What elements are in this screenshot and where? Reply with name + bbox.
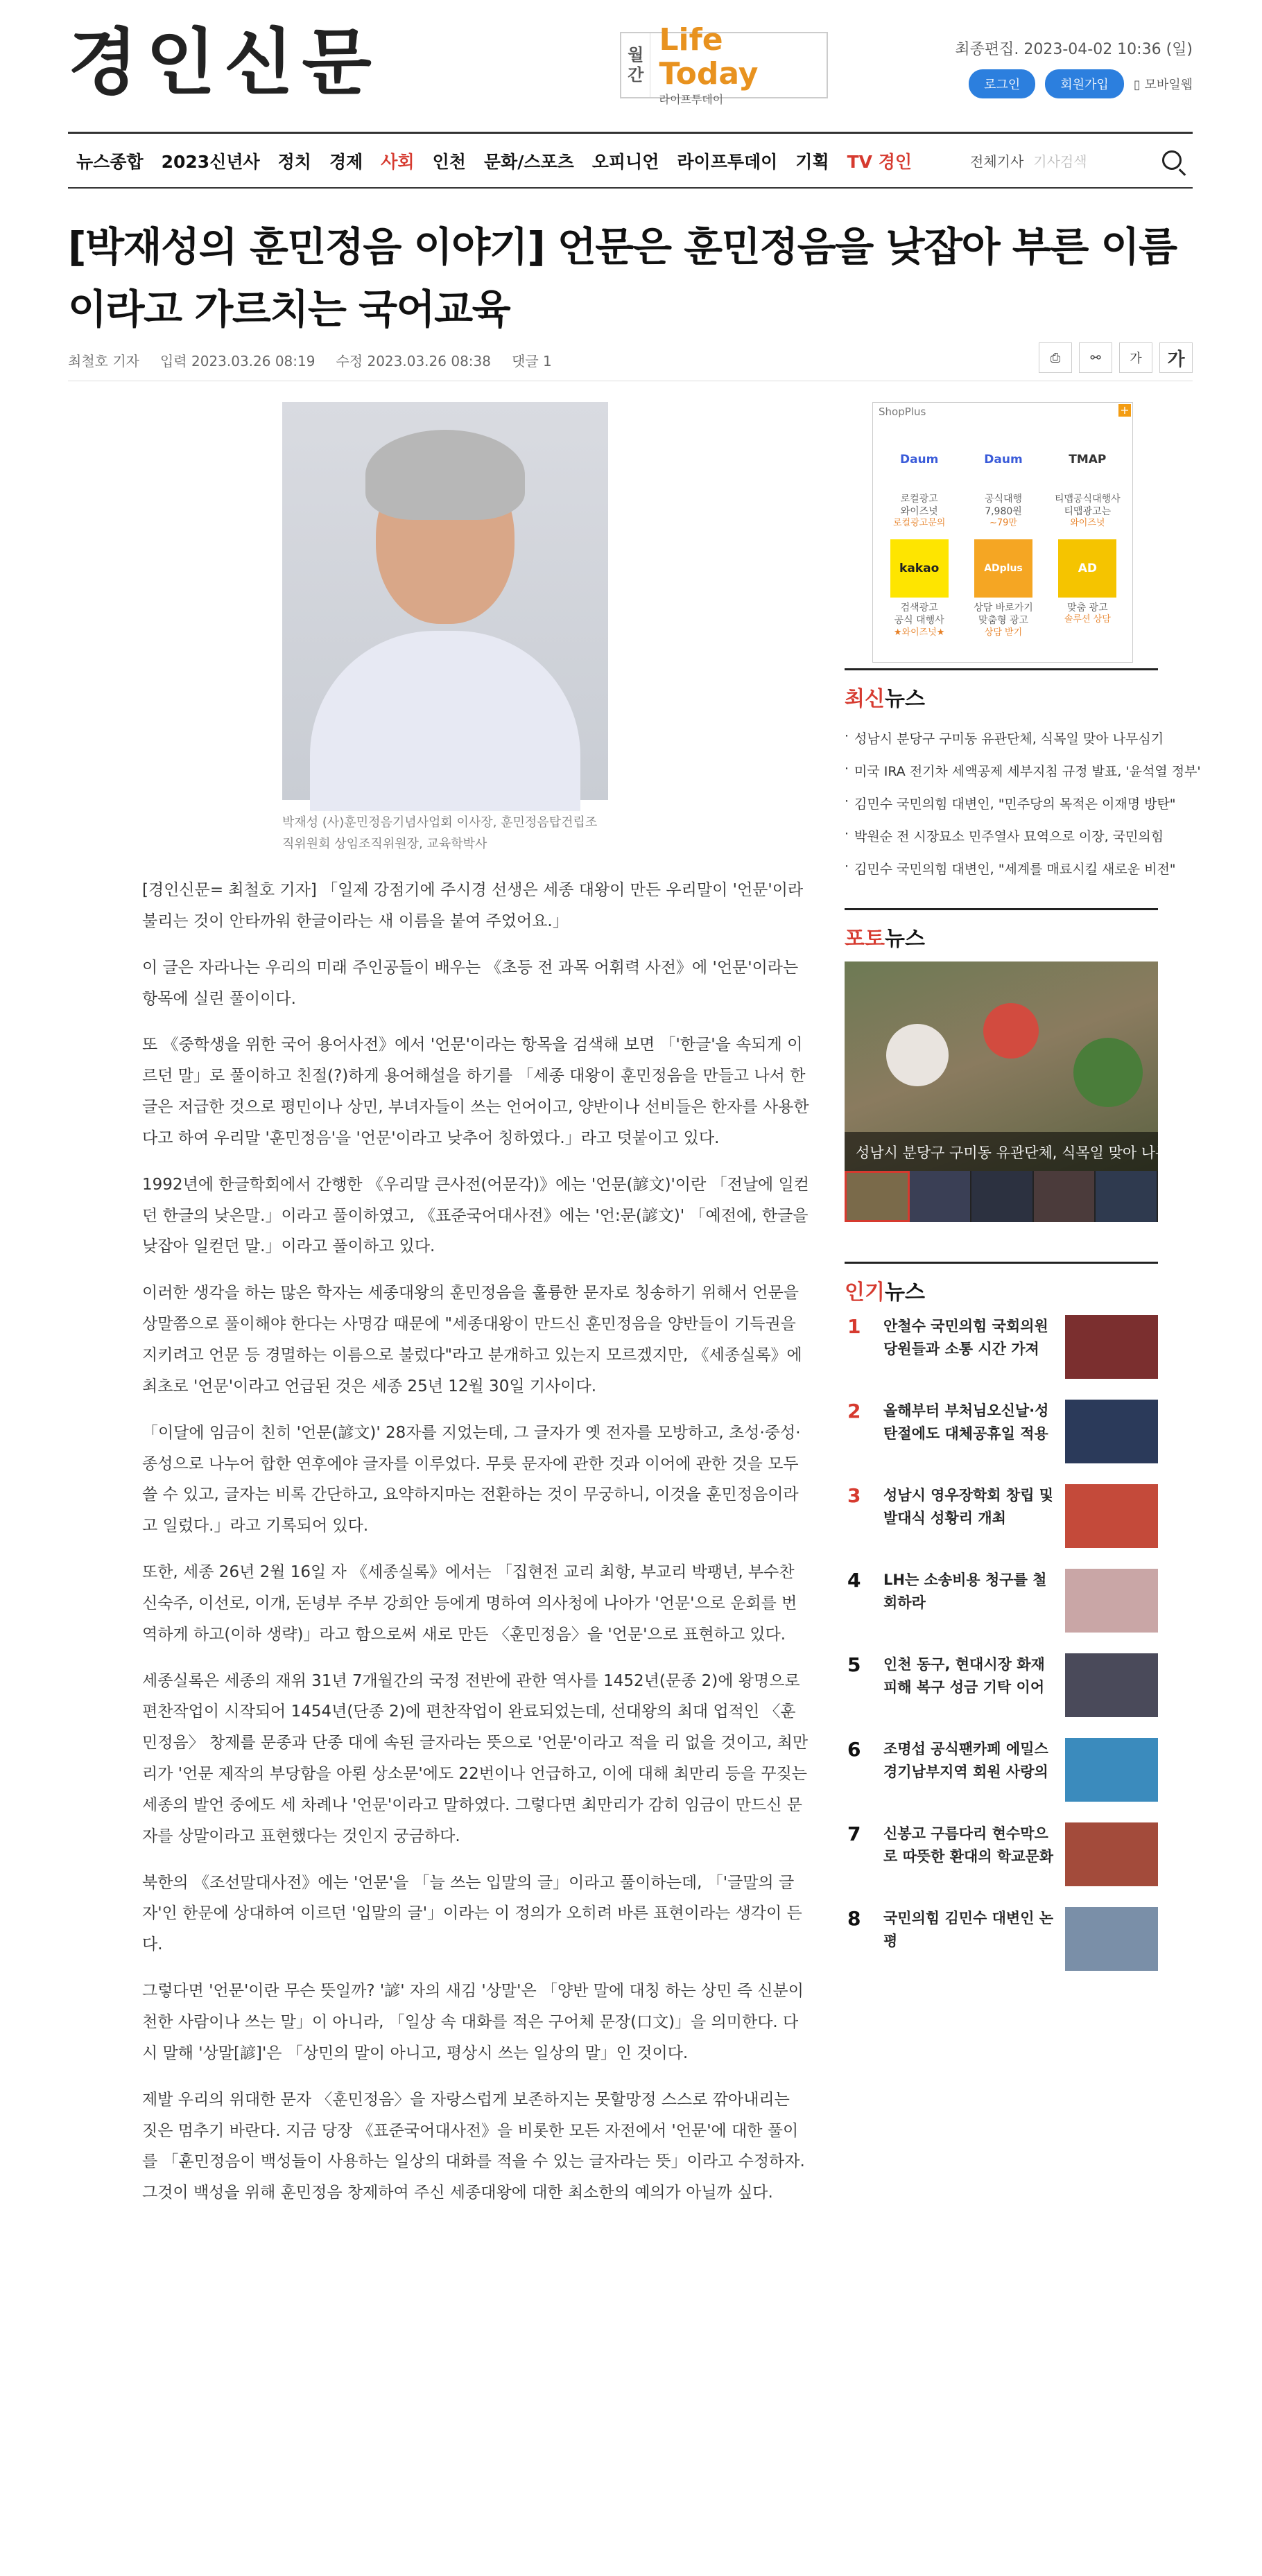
- ad-item-line1: 티맵광고는: [1064, 506, 1112, 518]
- life-today-banner[interactable]: [620, 22, 828, 106]
- photo-figure: [983, 1003, 1039, 1059]
- ad-item-label: 공식대행: [984, 494, 1023, 505]
- search-input[interactable]: 기사검색: [1033, 153, 1087, 170]
- popular-news-title-text[interactable]: 조명섭 공식팬카페 에밀스 경기남부지역 회원 사랑의: [883, 1741, 1048, 1780]
- popular-news-item[interactable]: [845, 1315, 1158, 1400]
- popular-news-title-text[interactable]: 안철수 국민의힘 국회의원 당원들과 소통 시간 가져: [883, 1318, 1048, 1357]
- search-icon[interactable]: [1162, 150, 1182, 170]
- modified-date: 수정 2023.03.26 08:38: [336, 353, 491, 369]
- article-paragraph: 제발 우리의 위대한 문자 〈훈민정음〉을 자랑스럽게 보존하지는 못할망정 스스로 깎아내리는 짓은 멈추기 바란다. 지금 당장 《표준국어대사전》을 비롯한 모든 자전에서 '언문'에 대한 풀이를 「훈민정음이 백성들이 사용하는 일상의 대화를 적을 수 있는 글자라는 뜻」이라고 수정하자. 그것이 백성을 위해 훈민정음 창제하여 주신 세종대왕에 대한 최소한의 예의가 아닐까 싶다.: [142, 2090, 805, 2202]
- rank-number: 6: [847, 1738, 861, 1761]
- print-icon[interactable]: ⎙: [1039, 342, 1072, 373]
- article-paragraph: 이 글은 자라나는 우리의 미래 주인공들이 배우는 《초등 전 과목 어휘력 사전》에 '언문'이라는 항목에 실린 풀이이다.: [142, 958, 799, 1008]
- photo-caption: 박재성 (사)훈민정음기념사업회 이사장, 훈민정음탑건립조직위원회 상임조직위원장, 교육학박사: [282, 815, 598, 851]
- latest-news-item[interactable]: · 성남시 분당구 구미동 유관단체, 식목일 맞아 나무심기: [845, 722, 1158, 754]
- adplus-logo-icon: ADplus: [974, 539, 1032, 598]
- ad-item[interactable]: [1048, 430, 1127, 530]
- title-rest: 뉴스: [884, 1280, 925, 1305]
- popular-news-title-text[interactable]: 신봉고 구름다리 현수막으로 따뜻한 환대의 학교문화: [883, 1825, 1054, 1865]
- photo-figure: [1073, 1038, 1143, 1107]
- ad-item-line1: 공식 대행사: [894, 615, 944, 627]
- ad-item-label: 로컬광고: [900, 494, 938, 505]
- banner-subtitle: 라이프투데이: [659, 92, 724, 106]
- photo-thumb[interactable]: [910, 1171, 972, 1222]
- daum-logo-icon: Daum: [984, 452, 1023, 467]
- signup-button[interactable]: 회원가입: [1045, 69, 1124, 98]
- rank-number: 4: [847, 1569, 861, 1592]
- popular-news-thumbnail[interactable]: [1065, 1484, 1158, 1548]
- link-icon[interactable]: ⚯: [1079, 342, 1112, 373]
- banner-calendar-icon: [621, 33, 650, 97]
- latest-news-item[interactable]: · 미국 IRA 전기차 세액공제 세부지침 규정 발표, '윤석열 정부': [845, 754, 1158, 787]
- popular-news-thumbnail[interactable]: [1065, 1822, 1158, 1886]
- banner-cal-bottom: 간: [628, 65, 644, 85]
- banner-title: Life Today: [659, 22, 759, 92]
- latest-news-title: [845, 670, 1158, 722]
- article-headline: [박재성의 훈민정음 이야기] 언문은 훈민정음을 낮잡아 부른 이름이라고 가르치는 국어교육: [68, 223, 1177, 333]
- article-paragraph: 또 《중학생을 위한 국어 용어사전》에서 '언문'이라는 항목을 검색해 보면 「'한글'을 속되게 이르던 말」로 풀이하고 친절(?)하게 용어해설을 하기를 「세종 대왕이 훈민정음을 만들고 나서 한글은 저급한 것으로 평민이나 상민, 부녀자들이 쓰는 언어이고, 양반이나 선비들은 한자를 사용한다고 하여 우리말 '훈민정음'을 '언문'이라고 낮추어 칭하였다.」라고 덧붙이고 있다.: [142, 1036, 809, 1147]
- nav-item-politics[interactable]: 정치: [277, 151, 311, 172]
- title-highlight: 인기: [845, 1280, 885, 1305]
- comment-count[interactable]: 댓글 1: [512, 353, 552, 369]
- daum-logo-icon: Daum: [899, 452, 939, 467]
- popular-news-thumbnail[interactable]: [1065, 1569, 1158, 1633]
- ad-item[interactable]: [964, 430, 1042, 530]
- banner-cal-top: 월: [628, 45, 644, 65]
- kakao-logo-icon: kakao: [890, 539, 949, 598]
- latest-news-section: [845, 668, 1201, 885]
- popular-news-item[interactable]: [845, 1653, 1158, 1738]
- ad-tag: ShopPlus: [879, 406, 926, 418]
- ad-item-line2: 상담 받기: [984, 627, 1023, 638]
- shopplus-ad[interactable]: [872, 402, 1133, 663]
- article-photo: [282, 402, 608, 800]
- ad-item-label: 상담 바로가기: [974, 602, 1033, 614]
- ad-item-line2: 솔루션 상담: [1064, 614, 1111, 625]
- last-updated: 최종편집. 2023-04-02 10:36 (일): [955, 41, 1193, 58]
- ad-item-line1: 맞춤형 광고: [978, 615, 1029, 627]
- article-meta: [68, 340, 1193, 381]
- published-date: 입력 2023.03.26 08:19: [159, 353, 316, 369]
- ad-item-line2: ~79만: [989, 518, 1017, 529]
- nav-item-opinion[interactable]: 오피니언: [591, 151, 659, 172]
- ad-item-label: 검색광고: [900, 602, 938, 614]
- article-paragraph: 또한, 세종 26년 2월 16일 자 《세종실록》에서는 「집현전 교리 최항, 부교리 박팽년, 부수찬 신숙주, 이선로, 이개, 돈녕부 주부 강희안 등에게 명하여 의사청에 나아가 '언문'으로 운회를 번역하게 하고(이하 생략)」라고 함으로써 새로 만든 〈훈민정음〉을 '언문'으로 표현하고 있다.: [142, 1563, 797, 1644]
- nav-item-culture[interactable]: 문화/스포츠: [483, 151, 574, 172]
- rank-number: 5: [847, 1653, 861, 1676]
- nav-item-lifetoday[interactable]: 라이프투데이: [677, 151, 778, 172]
- popular-news-item[interactable]: [845, 1738, 1158, 1822]
- popular-news-title-text[interactable]: 올해부터 부처님오신날·성탄절에도 대체공휴일 적용: [883, 1402, 1049, 1442]
- popular-news-thumbnail[interactable]: [1065, 1907, 1158, 1971]
- popular-news-thumbnail[interactable]: [1065, 1400, 1158, 1463]
- ad-item-line2: 와이즈넛: [1070, 518, 1105, 529]
- nav-item-incheon[interactable]: 인천: [432, 151, 466, 172]
- mobile-web-link[interactable]: ▯ 모바일웹: [1133, 78, 1193, 92]
- latest-news-item[interactable]: · 김민수 국민의힘 대변인, "세계를 매료시킬 새로운 비전": [845, 852, 1158, 885]
- ad-item-line2: 로컬광고문의: [892, 518, 946, 529]
- title-highlight: 포토: [845, 927, 885, 951]
- rank-number: 8: [847, 1907, 861, 1930]
- article-paragraph: 「이달에 임금이 친히 '언문(諺文)' 28자를 지었는데, 그 글자가 옛 전자를 모방하고, 초성·중성·종성으로 나누어 합한 연후에야 글자를 이루었다. 무릇 문자에 관한 것과 이어에 관한 것을 모두 쓸 수 있고, 글자는 비록 간단하고, 요약하지마는 전환하는 것이 무궁하니, 이것을 훈민정음이라고 일렀다.」라고 기록되어 있다.: [142, 1423, 801, 1535]
- all-articles-link[interactable]: 전체기사: [970, 153, 1024, 170]
- ad-logo-icon: AD: [1058, 539, 1116, 598]
- photo-news-title: [845, 910, 1158, 961]
- photo-figure-hair: [365, 430, 525, 520]
- popular-news-item[interactable]: [845, 1907, 1158, 1992]
- rank-number: 2: [847, 1400, 861, 1422]
- article-paragraph: 1992년에 한글학회에서 간행한 《우리말 큰사전(어문각)》에는 '언문(諺文)'이란 「전날에 일컫던 한글의 낮은말.」이라고 풀이하였고, 《표준국어대사전》에는 '언:문(諺文)' 「예전에, 한글을 낮잡아 일컫던 말.」이라고 풀이하고 있다.: [142, 1175, 810, 1256]
- nav-item-society[interactable]: 사회: [381, 151, 415, 172]
- photo-thumb[interactable]: [971, 1171, 1034, 1222]
- popular-news-title: [845, 1264, 1158, 1315]
- photo-thumb[interactable]: [1096, 1171, 1158, 1222]
- popular-news-thumbnail[interactable]: [1065, 1653, 1158, 1717]
- site-header: [68, 21, 1193, 132]
- photo-figure-body: [310, 631, 580, 811]
- popular-news-thumbnail[interactable]: [1065, 1315, 1158, 1379]
- ad-item-line2: ★와이즈넛★: [893, 627, 945, 638]
- nav-item-tv[interactable]: TV 경인: [847, 151, 913, 172]
- popular-news-thumbnail[interactable]: [1065, 1738, 1158, 1802]
- photo-news-section: [845, 908, 1198, 1222]
- photo-thumb[interactable]: [1034, 1171, 1096, 1222]
- latest-news-item[interactable]: · 김민수 국민의힘 대변인, "민주당의 목적은 이재명 방탄": [845, 787, 1158, 819]
- popular-news-title-text[interactable]: 인천 동구, 현대시장 화재 피해 복구 성금 기탁 이어: [883, 1656, 1045, 1696]
- reporter-name[interactable]: 최철호 기자: [68, 353, 139, 369]
- article-paragraph: 그렇다면 '언문'이란 무슨 뜻일까? '諺' 자의 새김 '상말'은 「양반 말에 대칭 하는 상민 즉 신분이 천한 사람이나 쓰는 말」이 아니라, 「일상 속 대화를 적은 구어체 문장(口文)」을 의미한다. 다시 말해 '상말[諺]'은 「상민의 말이 아니고, 평상시 쓰는 일상의 말」인 것이다.: [142, 1982, 804, 2062]
- popular-news-title-text[interactable]: 국민의힘 김민수 대변인 논평: [883, 1910, 1054, 1949]
- ad-item-label: 티맵공식대행사: [1054, 494, 1121, 505]
- popular-news-item[interactable]: [845, 1569, 1158, 1653]
- font-decrease-button[interactable]: 가: [1119, 342, 1152, 373]
- article-paragraph: 이러한 생각을 하는 많은 학자는 세종대왕의 훈민정음을 훌륭한 문자로 칭송하기 위해서 언문을 상말쯤으로 풀이해야 한다는 사명감 때문에 "세종대왕이 만드신 훈민정음을 양반들이 기득권을 지키려고 언문 등 경멸하는 이름으로 불렀다"라고 분개하고 있는지 모르겠지만, 《세종실록》에 최초로 '언문'이라고 언급된 것은 세종 25년 12월 30일 기사이다.: [142, 1284, 802, 1395]
- ad-item[interactable]: [880, 430, 958, 530]
- photo-thumb[interactable]: [845, 1171, 910, 1222]
- title-rest: 뉴스: [884, 927, 925, 951]
- ad-plus-icon[interactable]: +: [1118, 404, 1131, 417]
- ad-item[interactable]: [880, 539, 958, 638]
- title-rest: 뉴스: [884, 687, 925, 711]
- photo-news-thumbs: [845, 1171, 1158, 1222]
- popular-news-item[interactable]: [845, 1822, 1158, 1907]
- popular-news-title-text[interactable]: LH는 소송비용 청구를 철회하라: [883, 1572, 1047, 1611]
- popular-news-item[interactable]: [845, 1484, 1158, 1569]
- rank-number: 1: [847, 1315, 861, 1338]
- popular-news-item[interactable]: [845, 1400, 1158, 1484]
- title-highlight: 최신: [845, 687, 885, 711]
- ad-item[interactable]: [964, 539, 1042, 638]
- tmap-logo-icon: TMAP: [1069, 452, 1107, 467]
- nav-item-economy[interactable]: 경제: [329, 151, 363, 172]
- rank-number: 7: [847, 1822, 861, 1845]
- nav-item-feature[interactable]: 기획: [795, 151, 829, 172]
- login-button[interactable]: 로그인: [969, 69, 1035, 98]
- font-increase-button[interactable]: 가: [1159, 342, 1193, 373]
- photo-news-caption[interactable]: 성남시 분당구 구미동 유관단체, 식목일 맞아 나무심기: [845, 1132, 1158, 1171]
- rank-number: 3: [847, 1484, 861, 1507]
- article-paragraph: 북한의 《조선말대사전》에는 '언문'을 「늘 쓰는 입말의 글」이라고 풀이하는데, 「'글말의 글자'인 한문에 상대하여 이르던 '입말의 글'」이라는 이 정의가 오히려 바른 표현이라는 생각이 든다.: [142, 1873, 802, 1954]
- ad-item-line1: 와이즈넛: [900, 506, 938, 518]
- nav-item-newyear[interactable]: 2023신년사: [161, 151, 260, 172]
- site-logo[interactable]: 경인신문: [68, 19, 380, 105]
- article-paragraph: [경인신문= 최철호 기자] 「일제 강점기에 주시경 선생은 세종 대왕이 만든 우리말이 '언문'이라 불리는 것이 안타까워 한글이라는 새 이름을 붙여 주었어요.」: [142, 881, 804, 930]
- main-nav: [68, 132, 1193, 189]
- latest-news-item[interactable]: · 박원순 전 시장묘소 민주열사 묘역으로 이장, 국민의힘: [845, 819, 1158, 852]
- photo-figure: [886, 1024, 949, 1086]
- ad-item[interactable]: [1048, 539, 1127, 638]
- article-paragraph: 세종실록은 세종의 재위 31년 7개월간의 국정 전반에 관한 역사를 1452년(문종 2)에 왕명으로 편찬작업이 시작되어 1454년(단종 2)에 편찬작업이 완료되었는데, 선대왕의 최대 업적인 〈훈민정음〉 창제를 문종과 단종 대에 속된 글자라는 뜻으로 '언문'이라고 적을 리 없을 것이고, 최만리가 '언문 제작의 부당함을 아뢴 상소문'에도 22번이나 언급하고, 이에 대해 최만리 등을 꾸짖는 세종의 발언 중에도 세 차례나 '언문'이라고 말하였다. 그렇다면 최만리가 감히 임금이 만드신 문자를 상말이라고 표현했다는 것인지 궁금하다.: [142, 1671, 809, 1845]
- article-body: [142, 875, 809, 2224]
- popular-news-title-text[interactable]: 성남시 영우장학회 창립 및 발대식 성황리 개최: [883, 1487, 1054, 1526]
- popular-news-section: [845, 1262, 1158, 1992]
- photo-news-image[interactable]: [845, 961, 1198, 1222]
- ad-item-line1: 7,980원: [985, 506, 1022, 518]
- nav-item-news[interactable]: 뉴스종합: [76, 151, 144, 172]
- ad-item-line1: 맞춤 광고: [1067, 602, 1108, 614]
